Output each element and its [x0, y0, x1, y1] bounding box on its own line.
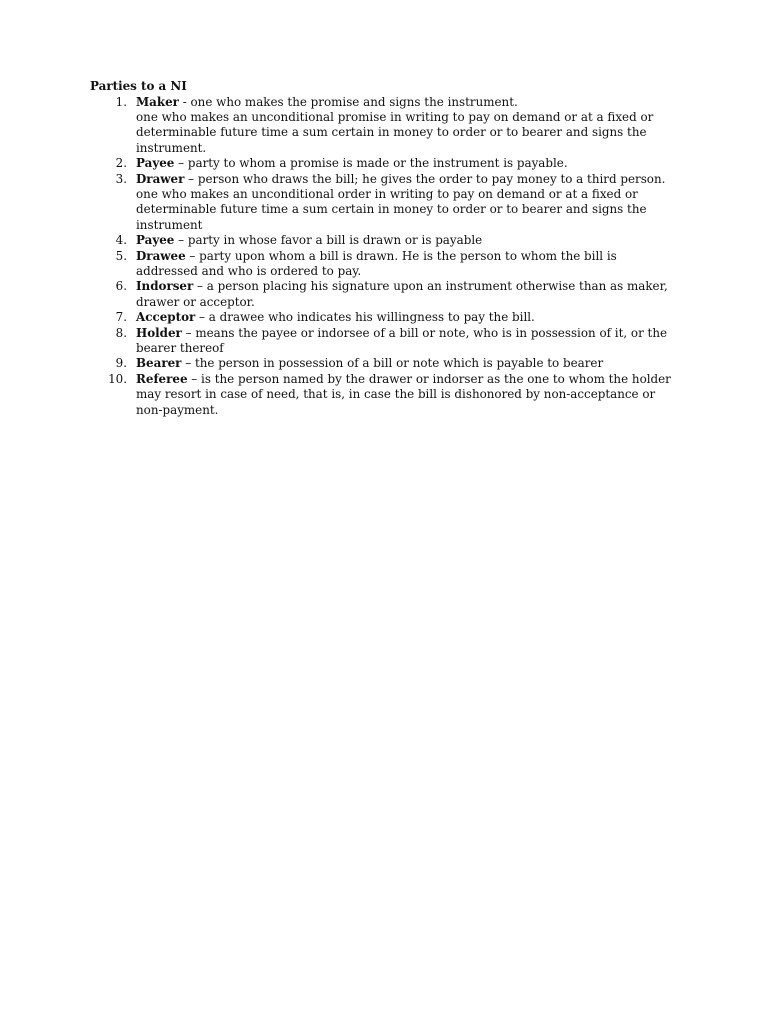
list-item	[90, 372, 682, 418]
list-item	[90, 326, 682, 357]
term-label: Referee	[136, 371, 188, 386]
term-definition: means the payee or indorsee of a bill or note, who is in possession of it, or the bearer thereof	[136, 325, 668, 355]
term-separator: –	[174, 156, 188, 171]
term-definition: party upon whom a bill is drawn. He is the person to whom the bill is addressed and who is ordered to pay.	[136, 248, 617, 278]
item-number: 2.	[115, 156, 127, 171]
term-separator: –	[193, 279, 207, 294]
term-definition: the person in possession of a bill or note which is payable to bearer	[194, 356, 604, 371]
extended-definition: one who makes an unconditional order in writing to pay on demand or at a fixed or determinable future time a sum certain in money to order or to bearer and signs the instrument	[136, 186, 647, 232]
term-definition: a person placing his signature upon an instrument otherwise than as maker, drawer or acceptor.	[136, 279, 668, 309]
parties-list	[90, 95, 682, 419]
list-item	[90, 156, 682, 171]
document-title: Parties to a NI	[90, 79, 187, 93]
term-label: Payee	[136, 156, 175, 171]
term-separator: -	[178, 94, 191, 109]
list-item	[90, 279, 682, 310]
term-separator: –	[184, 171, 198, 186]
item-number: 1.	[115, 94, 127, 109]
item-number: 6.	[115, 279, 127, 294]
term-definition: a drawee who indicates his willingness to pay the bill.	[208, 310, 535, 325]
term-separator: –	[185, 248, 200, 263]
item-number: 7.	[115, 310, 127, 325]
term-label: Indorser	[136, 279, 194, 294]
item-number: 3.	[115, 171, 127, 186]
item-number: 9.	[115, 356, 127, 371]
term-separator: –	[187, 371, 202, 386]
term-definition: party to whom a promise is made or the instrument is payable.	[187, 156, 568, 171]
list-item	[90, 249, 682, 280]
term-separator: –	[181, 356, 195, 371]
term-separator: –	[195, 310, 209, 325]
term-label: Holder	[136, 325, 182, 340]
term-definition: one who makes the promise and signs the instrument.	[190, 94, 518, 109]
term-label: Acceptor	[136, 310, 196, 325]
term-separator: –	[174, 233, 188, 248]
list-item	[90, 310, 682, 325]
term-separator: –	[181, 325, 196, 340]
term-label: Bearer	[136, 356, 182, 371]
term-label: Payee	[136, 233, 175, 248]
extended-definition: one who makes an unconditional promise in writing to pay on demand or at a fixed or determinable future time a sum certain in money to order or to bearer and signs the instrument.	[136, 109, 654, 155]
item-number: 8.	[115, 325, 127, 340]
term-label: Drawee	[136, 248, 186, 263]
list-item	[90, 172, 682, 234]
item-number: 5.	[115, 248, 127, 263]
list-item	[90, 233, 682, 248]
list-item	[90, 95, 682, 157]
term-definition: party in whose favor a bill is drawn or is payable	[187, 233, 483, 248]
term-label: Maker	[136, 94, 179, 109]
term-definition: person who draws the bill; he gives the order to pay money to a third person.	[197, 171, 666, 186]
list-item	[90, 356, 682, 371]
term-definition: is the person named by the drawer or indorser as the one to whom the holder may resort in case of need, that is, in case the bill is dishonored by non-acceptance or non-payment.	[136, 371, 671, 417]
item-number: 10.	[108, 371, 127, 386]
item-number: 4.	[115, 233, 127, 248]
term-label: Drawer	[136, 171, 185, 186]
